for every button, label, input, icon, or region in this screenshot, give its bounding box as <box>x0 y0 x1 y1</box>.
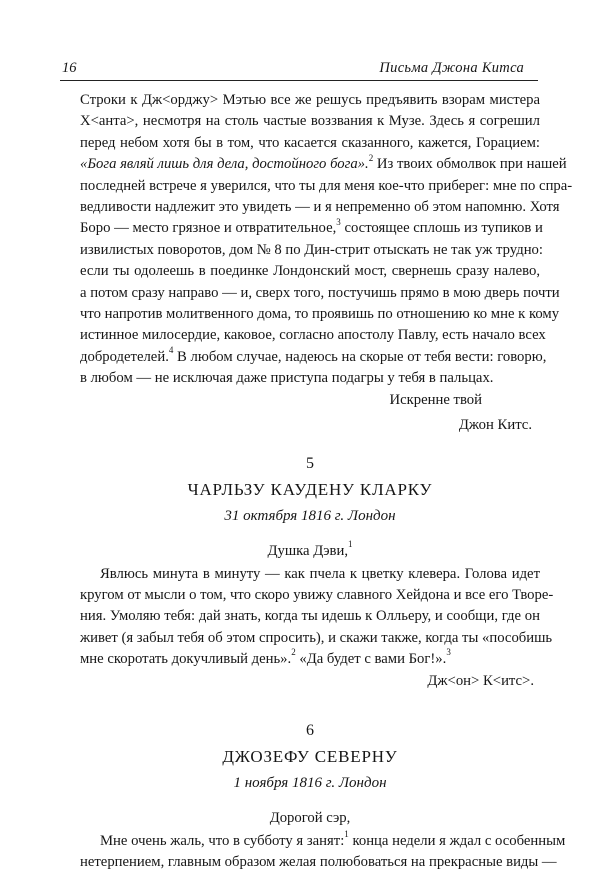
footnote-ref: 1 <box>348 538 353 549</box>
page-number: 16 <box>62 60 77 76</box>
text-fragment: Мне очень жаль, что в субботу я занят: <box>100 832 345 849</box>
letter-4-paragraph <box>80 90 573 390</box>
letter-date: 1 ноября 1816 г. Лондон <box>233 774 387 791</box>
running-header <box>60 58 538 81</box>
salutation-text: Душка Дэви, <box>267 542 349 559</box>
text-line <box>80 152 567 175</box>
closing-formula: Искренне твой <box>389 391 482 408</box>
text-line <box>80 649 540 670</box>
text-fragment: мне скоротать докучливый день». <box>80 651 292 668</box>
text-line <box>80 829 566 852</box>
letter-salutation <box>80 538 540 562</box>
text-line: Строки к Дж<орджу> Мэтью все же решусь предъявить взорам мистера <box>80 92 540 108</box>
footnote-ref: 2 <box>368 152 374 163</box>
text-fragment: В любом случае, надеюсь на скорые от тебя вести: говорю, <box>173 348 547 365</box>
page-body <box>80 90 573 874</box>
text-line: Явлюсь минута в минуту — как пчела к цветку клевера. Голова идет <box>100 565 540 582</box>
text-line: что напротив молитвенного дома, то проявишь по отношению ко мне к кому <box>80 306 560 323</box>
text-line <box>80 216 543 239</box>
text-line: если ты одолеешь в поединке Лондонский мост, свернешь сразу налево, <box>80 263 540 280</box>
text-fragment: конца недели я ждал с особенным <box>348 832 566 849</box>
text-line: извилистых поворотов, дом № 8 по Дин-стрит отыскать не так уж трудно: <box>80 241 543 258</box>
letter-addressee: ДЖОЗЕФУ СЕВЕРНУ <box>222 746 398 766</box>
text-line: а потом сразу направо — и, сверх того, постучишь прямо в мою дверь почти <box>80 284 560 301</box>
text-line: ния. Умоляю тебя: дай знать, когда ты идешь к Олльеру, и сообщи, где он <box>80 608 540 625</box>
text-line: последней встрече я уверился, что ты для меня кое-что приберег: мне по спра- <box>80 177 573 194</box>
text-line: живет (я забыл тебя об этом спросить), и скажи также, когда ты «пособишь <box>80 629 553 646</box>
text-line: перед небом хотя бы в том, что касается сказанного, кажется, Горацием: <box>80 134 540 151</box>
letter-date: 31 октября 1816 г. Лондон <box>224 507 396 524</box>
signature: Джон Китс. <box>458 417 532 434</box>
text-fragment: состоящее сплошь из тупиков и <box>340 220 543 237</box>
footnote-ref: 1 <box>344 829 349 840</box>
letter-6-paragraph <box>80 829 566 874</box>
text-fragment: Из твоих обмолвок при нашей <box>373 156 567 173</box>
letter-addressee: ЧАРЛЬЗУ КАУДЕНУ КЛАРКУ <box>187 479 433 499</box>
text-line: кругом от мысли о том, что скоро увижу славного Хейдона и все его Творе- <box>80 586 554 603</box>
text-line: в любом — не исключая даже приступа подагры у тебя в пальцах. <box>80 370 494 387</box>
text-line: ведливости надлежит это увидеть — и я непременно об этом напомню. Хотя <box>80 199 560 216</box>
text-fragment: добродетелей. <box>80 348 169 365</box>
text-fragment: «Да будет с вами Бог!». <box>295 651 447 668</box>
letter-salutation: Дорогой сэр, <box>269 809 351 826</box>
footnote-ref: 3 <box>336 216 341 227</box>
footnote-ref: 2 <box>291 647 296 658</box>
signature: Дж<он> К<итс>. <box>427 672 534 689</box>
letter-number: 5 <box>306 454 314 472</box>
text-line: нетерпением, главным образом желая полюбоваться на прекрасные виды — <box>80 854 557 871</box>
letter-5-paragraph <box>80 564 554 671</box>
text-line <box>80 345 547 368</box>
horace-quote: «Бога являй лишь для дела, достойного бога». <box>80 156 369 173</box>
text-line: Х<анта>, несмотря на столь частые воззвания к Музе. Здесь я согрешил <box>80 113 540 130</box>
footnote-ref: 3 <box>446 647 451 658</box>
letter-number: 6 <box>306 721 314 739</box>
running-title: Письма Джона Китса <box>379 60 524 76</box>
text-fragment: Боро — место грязное и отвратительное, <box>80 220 337 237</box>
text-line: истинное милосердие, каковое, согласно апостолу Павлу, есть начало всех <box>80 327 546 344</box>
footnote-ref: 4 <box>168 345 174 356</box>
